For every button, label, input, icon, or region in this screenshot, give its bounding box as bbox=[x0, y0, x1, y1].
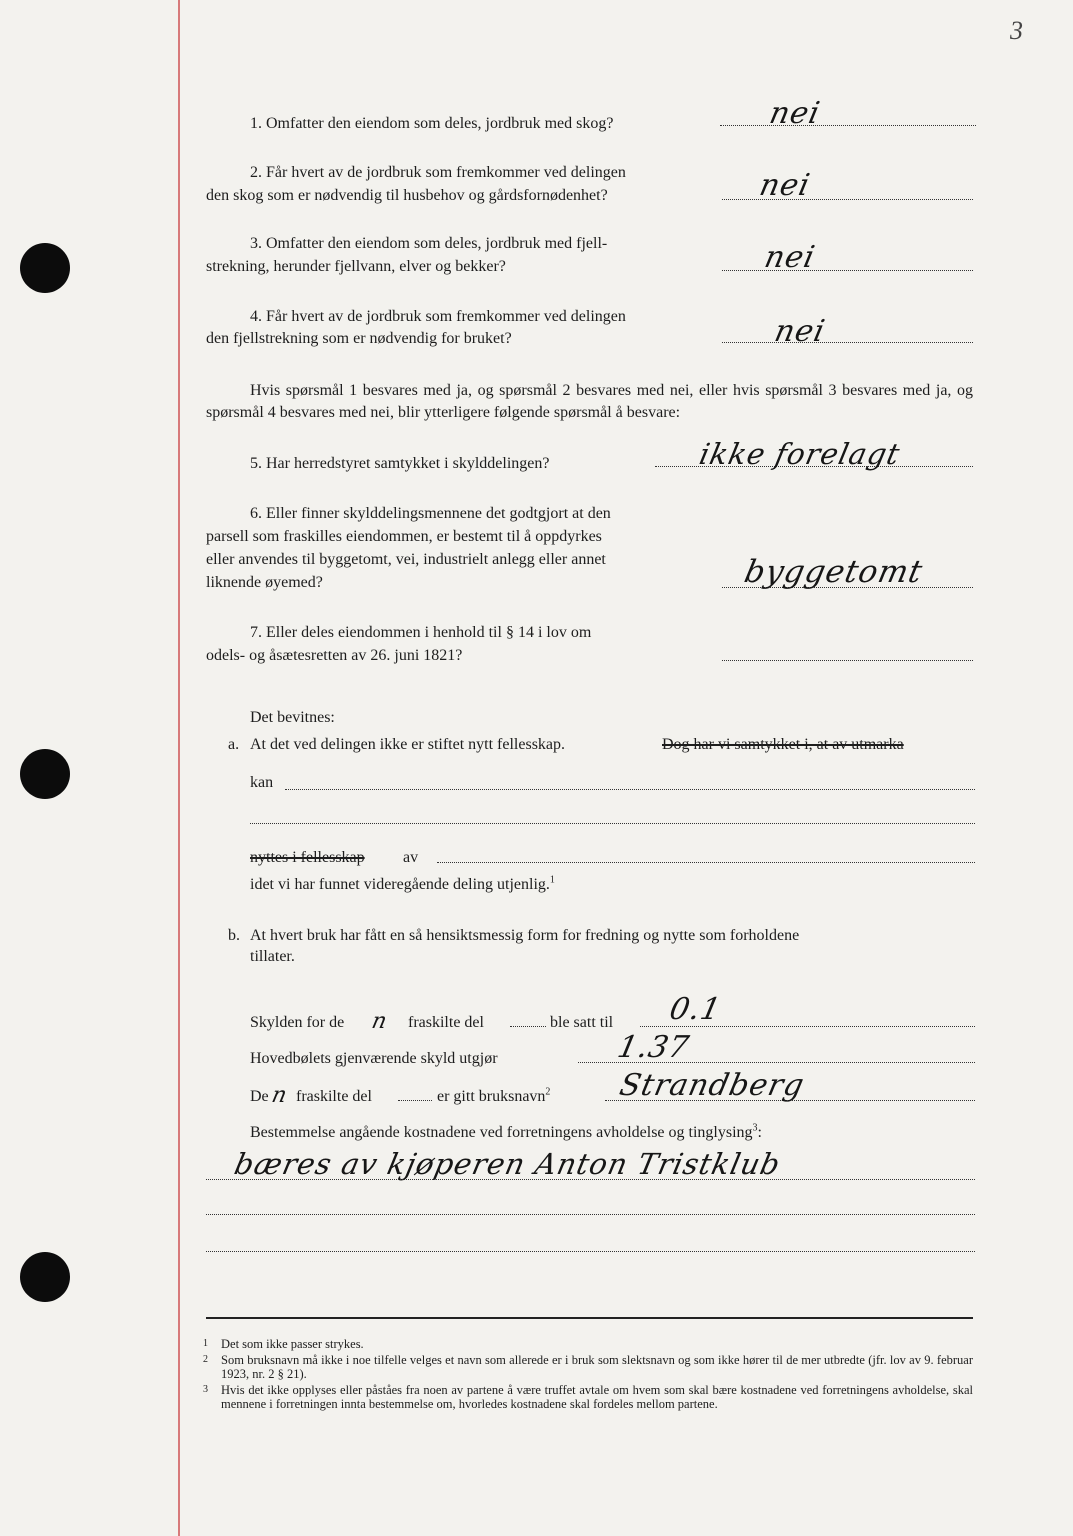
question-6-line-1: 6. Eller finner skylddelingsmennene det godtgjort at den bbox=[250, 505, 611, 522]
question-4-line-1: 4. Får hvert av de jordbruk som fremkommer ved delingen bbox=[250, 308, 626, 325]
attest-b-line-2: tillater. bbox=[250, 948, 295, 965]
kostnader-label: Bestemmelse angående kostnadene ved forretningens avholdelse og tinglysing$^3$: bbox=[250, 1122, 762, 1141]
bruksnavn-label-2: fraskilte del bbox=[296, 1088, 372, 1105]
question-3-line-1: 3. Omfatter den eiendom som deles, jordbruk med fjell- bbox=[250, 235, 608, 252]
question-1: 1. Omfatter den eiendom som deles, jordbruk med skog? bbox=[250, 115, 614, 132]
skyld-value-handwritten: 0.1 bbox=[666, 992, 725, 1027]
answer-line-4 bbox=[722, 342, 973, 343]
kostnader-value-handwritten: bæres av kjøperen Anton Tristklub bbox=[231, 1147, 784, 1181]
bruksnavn-label-3: er gitt bruksnavn$^2$ bbox=[437, 1086, 551, 1105]
kostnader-line-3 bbox=[206, 1251, 975, 1252]
attest-a-label: a. bbox=[228, 736, 240, 753]
answer-5-handwritten: ikke forelagt bbox=[696, 437, 904, 471]
skyld-label-2: fraskilte del bbox=[408, 1014, 484, 1031]
question-7-line-1: 7. Eller deles eiendommen i henhold til § 14 i lov om bbox=[250, 624, 592, 641]
question-2-line-2: den skog som er nødvendig til husbehov og gårdsfornødenhet? bbox=[206, 187, 608, 204]
nyttes-struck-text: nyttes i fellesskap bbox=[250, 849, 365, 866]
av-line bbox=[437, 862, 975, 863]
punch-hole-middle bbox=[20, 749, 70, 799]
bruksnavn-del-line bbox=[398, 1100, 432, 1101]
attest-heading: Det bevitnes: bbox=[250, 709, 335, 726]
answer-4-handwritten: nei bbox=[771, 314, 829, 349]
bruksnavn-value-handwritten: Strandberg bbox=[616, 1068, 808, 1103]
footnote-separator bbox=[206, 1317, 973, 1319]
question-3-line-2: strekning, herunder fjellvann, elver og bekker? bbox=[206, 258, 506, 275]
skyld-label-3: ble satt til bbox=[550, 1014, 614, 1031]
footnote-3: 3 Hvis det ikke opplyses eller påståes fra noen av partene å være truffet avtale om hvem som skal bære kostnadene ved forretningens avholdelse, skal mennene i forretningen innta bestemmelse om, hvorledes kostnadene skal fordeles mellom partene. bbox=[203, 1383, 973, 1411]
skyld-del-line bbox=[510, 1026, 546, 1027]
av-label: av bbox=[403, 849, 419, 866]
page-number: 3 bbox=[1010, 16, 1023, 45]
question-6-line-4: liknende øyemed? bbox=[206, 574, 323, 591]
attest-b-label: b. bbox=[228, 927, 240, 944]
hovedbol-value-handwritten: 1.37 bbox=[614, 1030, 693, 1065]
footnote-2: 2 Som bruksnavn må ikke i noe tilfelle velges et navn som allerede er i bruk som slektsnavn og som ikke hører til de mer utbredte (jfr. lov av 9. februar 1923, nr. 2 § 21). bbox=[203, 1353, 973, 1381]
question-6-line-3: eller anvendes til byggetomt, vei, industrielt anlegg eller annet bbox=[206, 551, 606, 568]
attest-b-line-1: At hvert bruk har fått en så hensiktsmessig form for fredning og nytte som forholdene bbox=[250, 927, 800, 944]
attest-a-struck-text: Dog har vi samtykket i, at av utmarka bbox=[662, 736, 904, 753]
kan-label: kan bbox=[250, 774, 274, 791]
question-2-line-1: 2. Får hvert av de jordbruk som fremkommer ved delingen bbox=[250, 164, 626, 181]
bruksnavn-label-1: De bbox=[250, 1088, 269, 1105]
kan-line bbox=[285, 789, 975, 790]
red-margin-line bbox=[178, 0, 180, 1536]
question-4-line-2: den fjellstrekning som er nødvendig for bruket? bbox=[206, 330, 512, 347]
hovedbol-label: Hovedbølets gjenværende skyld utgjør bbox=[250, 1050, 498, 1067]
question-6-line-2: parsell som fraskilles eiendommen, er bestemt til å oppdyrkes bbox=[206, 528, 602, 545]
attest-a-text: At det ved delingen ikke er stiftet nytt fellesskap. bbox=[250, 736, 566, 753]
instruction-paragraph: Hvis spørsmål 1 besvares med ja, og spørsmål 2 besvares med nei, eller hvis spørsmål 3 besvares med ja, og spørsmål 4 besvares med nei, blir ytterligere følgende spørsmål å besvare: bbox=[206, 382, 973, 421]
skyld-label-1: Skylden for de bbox=[250, 1014, 345, 1031]
answer-line-1 bbox=[720, 125, 976, 126]
idet-text: idet vi har funnet videregående deling utjenlig.$^1$ bbox=[250, 874, 555, 893]
answer-line-7 bbox=[722, 660, 973, 661]
question-7-line-2: odels- og åsætesretten av 26. juni 1821? bbox=[206, 647, 463, 664]
question-5: 5. Har herredstyret samtykket i skylddelingen? bbox=[250, 455, 550, 472]
punch-hole-bottom bbox=[20, 1252, 70, 1302]
blank-line bbox=[250, 823, 975, 824]
bruksnavn-hw-n: n bbox=[269, 1083, 290, 1108]
skyld-hw-n-1: n bbox=[369, 1009, 390, 1034]
footnote-1: 1 Det som ikke passer strykes. bbox=[203, 1337, 364, 1351]
answer-2-handwritten: nei bbox=[756, 168, 814, 203]
kostnader-line-2 bbox=[206, 1214, 975, 1215]
kostnader-line-1 bbox=[206, 1179, 975, 1180]
answer-3-handwritten: nei bbox=[761, 240, 819, 275]
answer-line-3 bbox=[722, 270, 973, 271]
punch-hole-top bbox=[20, 243, 70, 293]
answer-1-handwritten: nei bbox=[766, 96, 824, 131]
answer-6-handwritten: byggetomt bbox=[741, 554, 927, 590]
